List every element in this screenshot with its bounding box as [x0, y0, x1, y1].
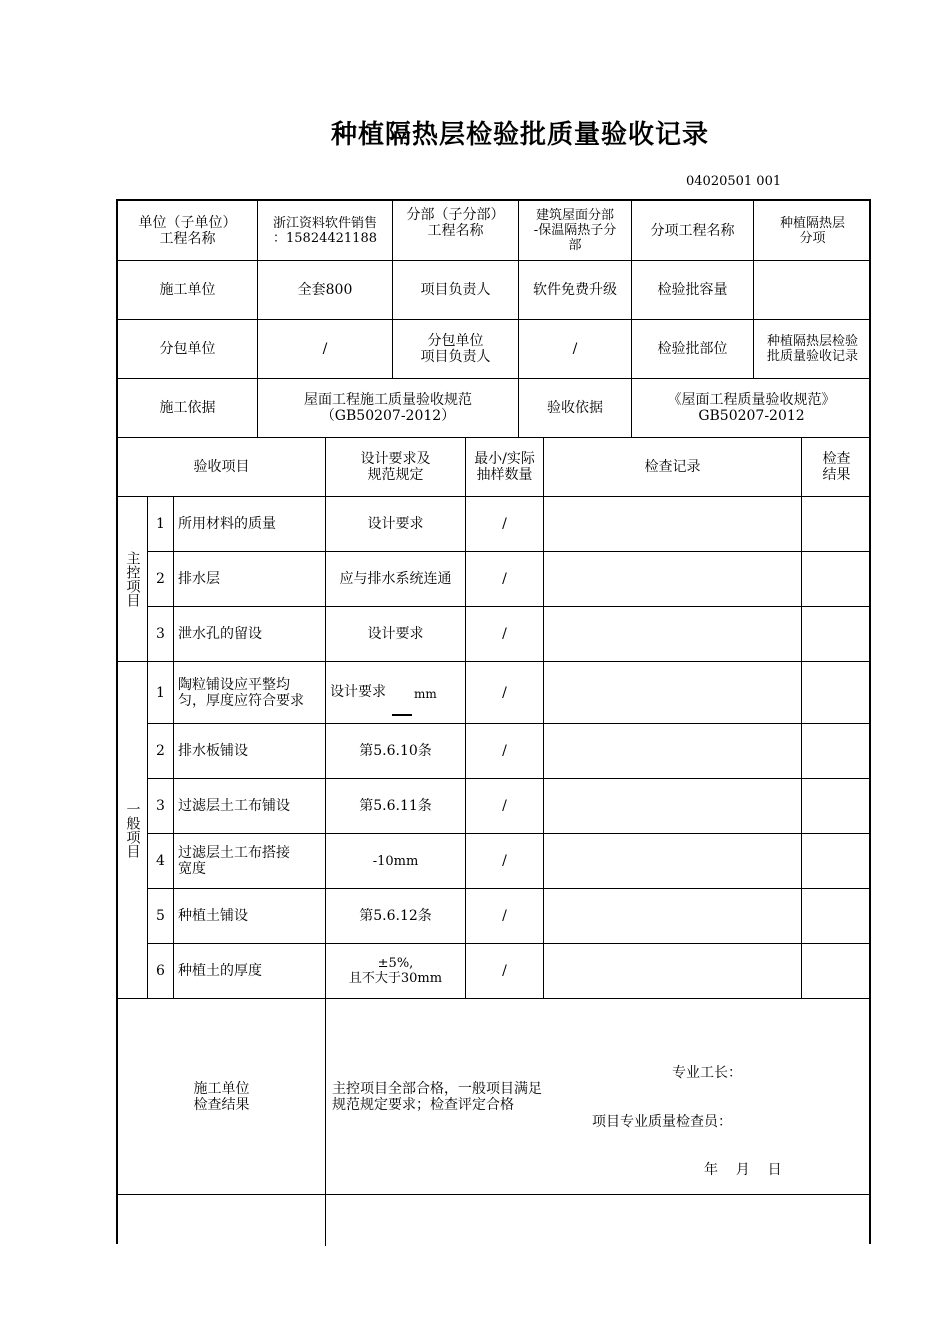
main-row-result[interactable] — [802, 497, 871, 552]
general-row-name: 过滤层土工布搭接 宽度 — [174, 834, 326, 889]
col-sample: 最小/实际 抽样数量 — [466, 438, 544, 497]
general-row-sample: / — [466, 779, 544, 834]
general-row-record[interactable] — [544, 662, 802, 724]
inspector-label: 项目专业质量检查员： — [592, 1114, 732, 1130]
main-row-req: 设计要求 — [326, 607, 466, 662]
general-row-req: 第5.6.10条 — [326, 724, 466, 779]
capacity-label: 检验批容量 — [632, 261, 754, 320]
main-row-no: 2 — [148, 552, 174, 607]
general-row-no: 2 — [148, 724, 174, 779]
capacity-value — [754, 261, 871, 320]
unit-label: 单位（子单位） 工程名称 — [118, 201, 258, 261]
sub-pm-value: / — [519, 320, 632, 379]
general-row-name: 过滤层土工布铺设 — [174, 779, 326, 834]
main-row-result[interactable] — [802, 552, 871, 607]
subdiv-value: 建筑屋面分部 -保温隔热子分 部 — [519, 201, 632, 261]
subitem-label: 分项工程名称 — [632, 201, 754, 261]
conclusion-area — [326, 999, 871, 1195]
general-row-name: 陶粒铺设应平整均 匀，厚度应符合要求 — [174, 662, 326, 724]
general-row-record[interactable] — [544, 889, 802, 944]
sub-value: / — [258, 320, 393, 379]
general-row-no: 5 — [148, 889, 174, 944]
next-block-area — [326, 1195, 871, 1246]
next-block-label — [118, 1195, 326, 1246]
general-row-result[interactable] — [802, 944, 871, 999]
general-row-name: 排水板铺设 — [174, 724, 326, 779]
general-row-name: 种植土的厚度 — [174, 944, 326, 999]
main-row-result[interactable] — [802, 607, 871, 662]
unit-underline — [392, 714, 412, 716]
basis-value: 屋面工程施工质量验收规范 （GB50207-2012） — [258, 379, 519, 438]
general-row-result[interactable] — [802, 724, 871, 779]
conclusion-label: 施工单位 检查结果 — [118, 999, 326, 1195]
main-row-req: 应与排水系统连通 — [326, 552, 466, 607]
main-row-record[interactable] — [544, 607, 802, 662]
main-row-name: 所用材料的质量 — [174, 497, 326, 552]
main-row-name: 泄水孔的留设 — [174, 607, 326, 662]
general-row-req: 第5.6.12条 — [326, 889, 466, 944]
general-row-result[interactable] — [802, 889, 871, 944]
general-row-sample: / — [466, 944, 544, 999]
main-row-name: 排水层 — [174, 552, 326, 607]
general-row-record[interactable] — [544, 944, 802, 999]
basis-label: 施工依据 — [118, 379, 258, 438]
main-row-no: 3 — [148, 607, 174, 662]
general-row-name: 种植土铺设 — [174, 889, 326, 944]
main-row-no: 1 — [148, 497, 174, 552]
general-row-no: 1 — [148, 662, 174, 724]
conclusion-text: 主控项目全部合格，一般项目满足 规范规定要求；检查评定合格 — [332, 1081, 542, 1113]
inspection-form — [116, 199, 871, 1244]
constructor-label: 施工单位 — [118, 261, 258, 320]
col-result: 检查 结果 — [802, 438, 871, 497]
part-label: 检验批部位 — [632, 320, 754, 379]
main-row-record[interactable] — [544, 497, 802, 552]
date-label: 年 月 日 — [704, 1162, 782, 1178]
main-row-sample: / — [466, 497, 544, 552]
accept-basis-value: 《屋面工程质量验收规范》 GB50207-2012 — [632, 379, 871, 438]
general-row-req: ±5%, 且不大于30mm — [326, 944, 466, 999]
general-row-no: 3 — [148, 779, 174, 834]
subitem-value: 种植隔热层 分项 — [754, 201, 871, 261]
main-row-sample: / — [466, 552, 544, 607]
general-row-sample: / — [466, 889, 544, 944]
general-row-no: 4 — [148, 834, 174, 889]
main-row-req: 设计要求 — [326, 497, 466, 552]
document-code: 04020501 001 — [686, 174, 782, 189]
subdiv-label: 分部（子分部） 工程名称 — [393, 201, 519, 261]
general-group-label: 一般项目 — [118, 662, 148, 999]
general-row-record[interactable] — [544, 724, 802, 779]
general-row-result[interactable] — [802, 834, 871, 889]
general-row-unit: mm — [414, 687, 437, 701]
general-row-sample: / — [466, 834, 544, 889]
document-title: 种植隔热层检验批质量验收记录 — [330, 120, 709, 150]
general-row-record[interactable] — [544, 834, 802, 889]
accept-basis-label: 验收依据 — [519, 379, 632, 438]
general-row-req: -10mm — [326, 834, 466, 889]
foreman-label: 专业工长： — [672, 1065, 742, 1081]
pm-value: 软件免费升级 — [519, 261, 632, 320]
main-row-record[interactable] — [544, 552, 802, 607]
sub-pm-label: 分包单位 项目负责人 — [393, 320, 519, 379]
pm-label: 项目负责人 — [393, 261, 519, 320]
general-row-req: 设计要求 — [330, 684, 386, 700]
col-design: 设计要求及 规范规定 — [326, 438, 466, 497]
general-row-no: 6 — [148, 944, 174, 999]
sub-label: 分包单位 — [118, 320, 258, 379]
main-row-sample: / — [466, 607, 544, 662]
general-row-result[interactable] — [802, 779, 871, 834]
col-record: 检查记录 — [544, 438, 802, 497]
general-row-sample: / — [466, 662, 544, 724]
general-row-record[interactable] — [544, 779, 802, 834]
unit-value: 浙江资料软件销售 ：15824421188 — [258, 201, 393, 261]
constructor-value: 全套800 — [258, 261, 393, 320]
main-group-label: 主控项目 — [118, 497, 148, 662]
part-value: 种植隔热层检验 批质量验收记录 — [754, 320, 871, 379]
general-row-req: 第5.6.11条 — [326, 779, 466, 834]
general-row-sample: / — [466, 724, 544, 779]
col-item: 验收项目 — [118, 438, 326, 497]
general-row-result[interactable] — [802, 662, 871, 724]
